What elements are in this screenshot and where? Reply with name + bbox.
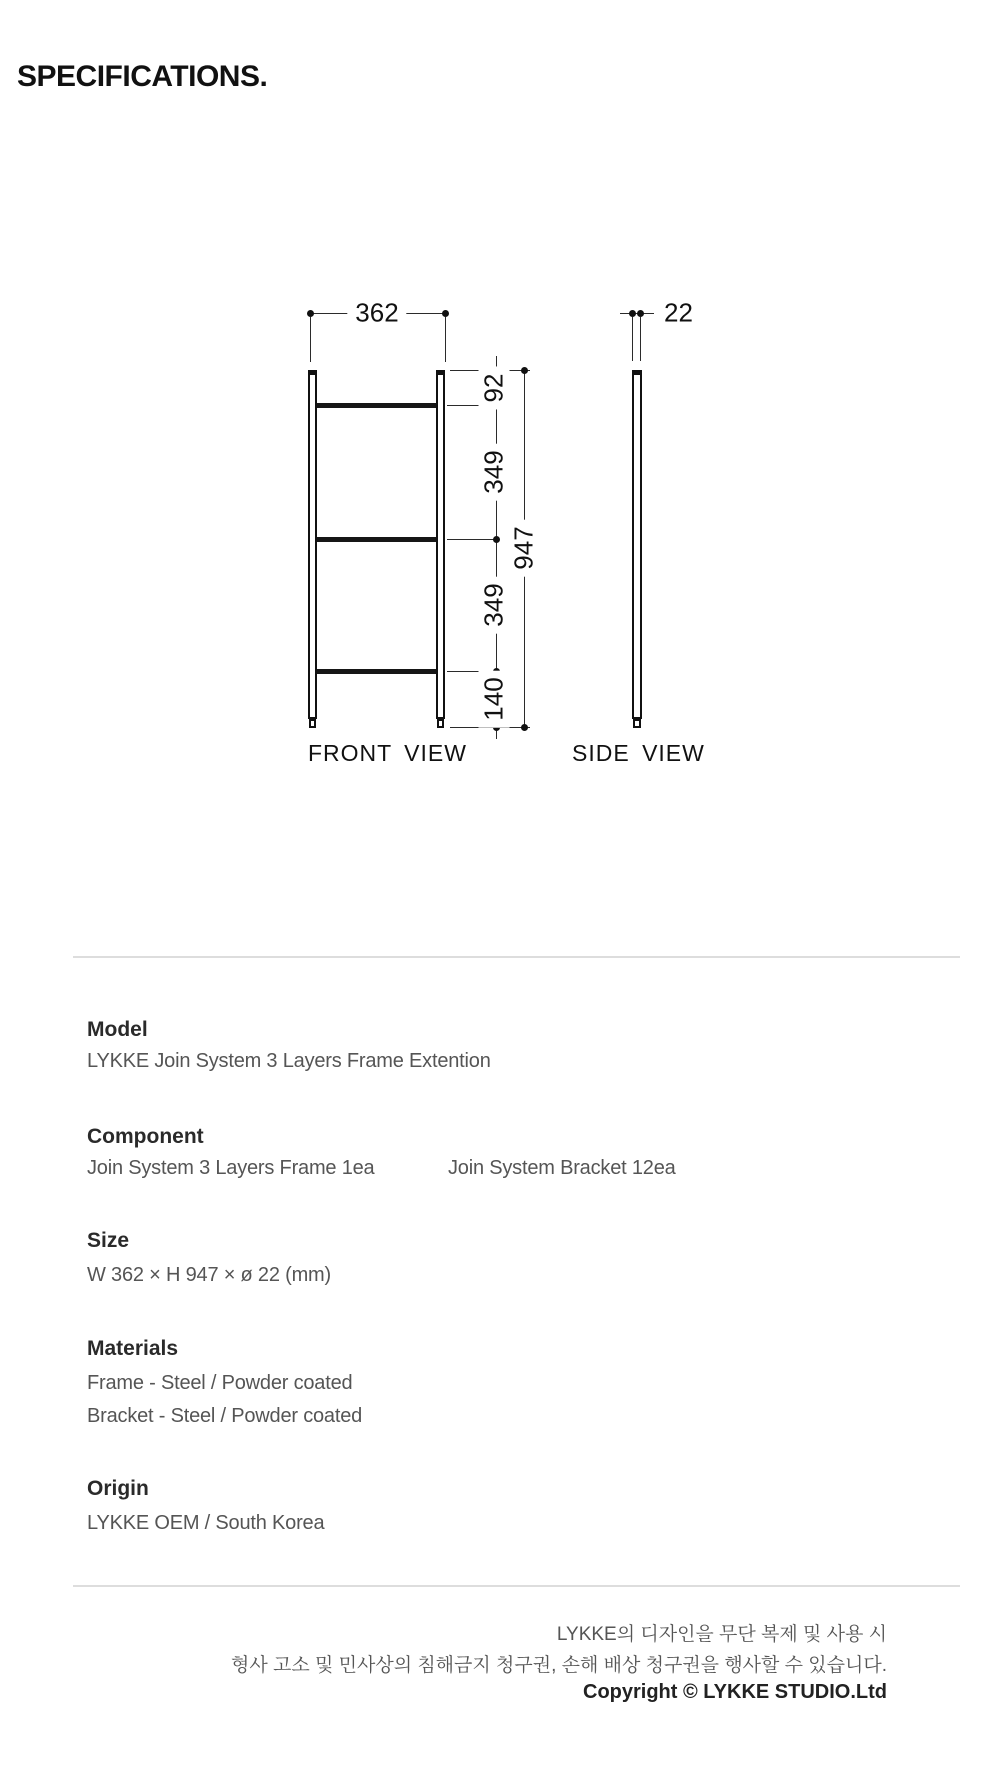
segment-dim-label-140: 140: [479, 670, 510, 727]
side-post-cap: [632, 370, 642, 375]
footer-copyright: Copyright © LYKKE STUDIO.Ltd: [583, 1681, 887, 1703]
front-left-post: [308, 370, 317, 719]
front-width-leader-left: [310, 317, 311, 362]
front-width-leader-right: [445, 317, 446, 362]
dimension-dot: [493, 536, 500, 543]
footer-notice-line1: LYKKE의 디자인을 무단 복제 및 사용 시: [556, 1624, 887, 1645]
component-value-frame: Join System 3 Layers Frame 1ea: [87, 1157, 375, 1179]
technical-drawing: [0, 0, 1000, 800]
page-title: SPECIFICATIONS.: [17, 60, 268, 93]
dimension-dot: [629, 310, 636, 317]
footer-notice-line2: 형사 고소 및 민사상의 침해금지 청구권, 손해 배상 청구권을 행사할 수 있습니다.: [231, 1655, 887, 1676]
front-right-post-cap: [436, 370, 445, 375]
materials-value-bracket: Bracket - Steel / Powder coated: [87, 1405, 363, 1427]
side-foot: [633, 719, 641, 728]
dimension-dot: [442, 310, 449, 317]
size-label: Size: [87, 1229, 130, 1252]
front-right-post: [436, 370, 445, 719]
segment-dim-label-92: 92: [479, 367, 510, 410]
segment-dim-label-349b: 349: [479, 576, 510, 633]
origin-value: LYKKE OEM / South Korea: [87, 1512, 325, 1534]
front-crossbar-1: [317, 403, 436, 408]
front-width-dim-label: 362: [347, 298, 406, 329]
side-view-label: SIDE VIEW: [572, 740, 705, 766]
component-value-bracket: Join System Bracket 12ea: [448, 1157, 676, 1179]
dimension-dot: [521, 724, 528, 731]
front-crossbar-2: [317, 537, 436, 542]
divider-top: [73, 956, 960, 958]
divider-bottom: [73, 1585, 960, 1587]
model-label: Model: [87, 1018, 148, 1041]
front-crossbar-3: [317, 669, 436, 674]
model-value: LYKKE Join System 3 Layers Frame Extention: [87, 1050, 491, 1072]
front-left-post-cap: [308, 370, 317, 375]
crossbar2-leader: [447, 539, 497, 540]
side-width-leader-right: [640, 317, 641, 361]
materials-value-frame: Frame - Steel / Powder coated: [87, 1372, 353, 1394]
materials-label: Materials: [87, 1337, 179, 1360]
segment-dim-label-349a: 349: [479, 443, 510, 500]
front-right-foot: [437, 719, 444, 728]
side-width-leader-left: [632, 317, 633, 361]
dimension-dot: [637, 310, 644, 317]
origin-label: Origin: [87, 1477, 149, 1500]
front-view-label: FRONT VIEW: [308, 740, 467, 766]
dimension-dot: [521, 367, 528, 374]
size-value: W 362 × H 947 × ø 22 (mm): [87, 1264, 331, 1286]
dimension-dot: [307, 310, 314, 317]
height-dim-label: 947: [509, 519, 540, 576]
side-width-dim-label: 22: [664, 297, 693, 328]
component-label: Component: [87, 1125, 204, 1148]
front-left-foot: [309, 719, 316, 728]
side-post: [632, 370, 642, 719]
